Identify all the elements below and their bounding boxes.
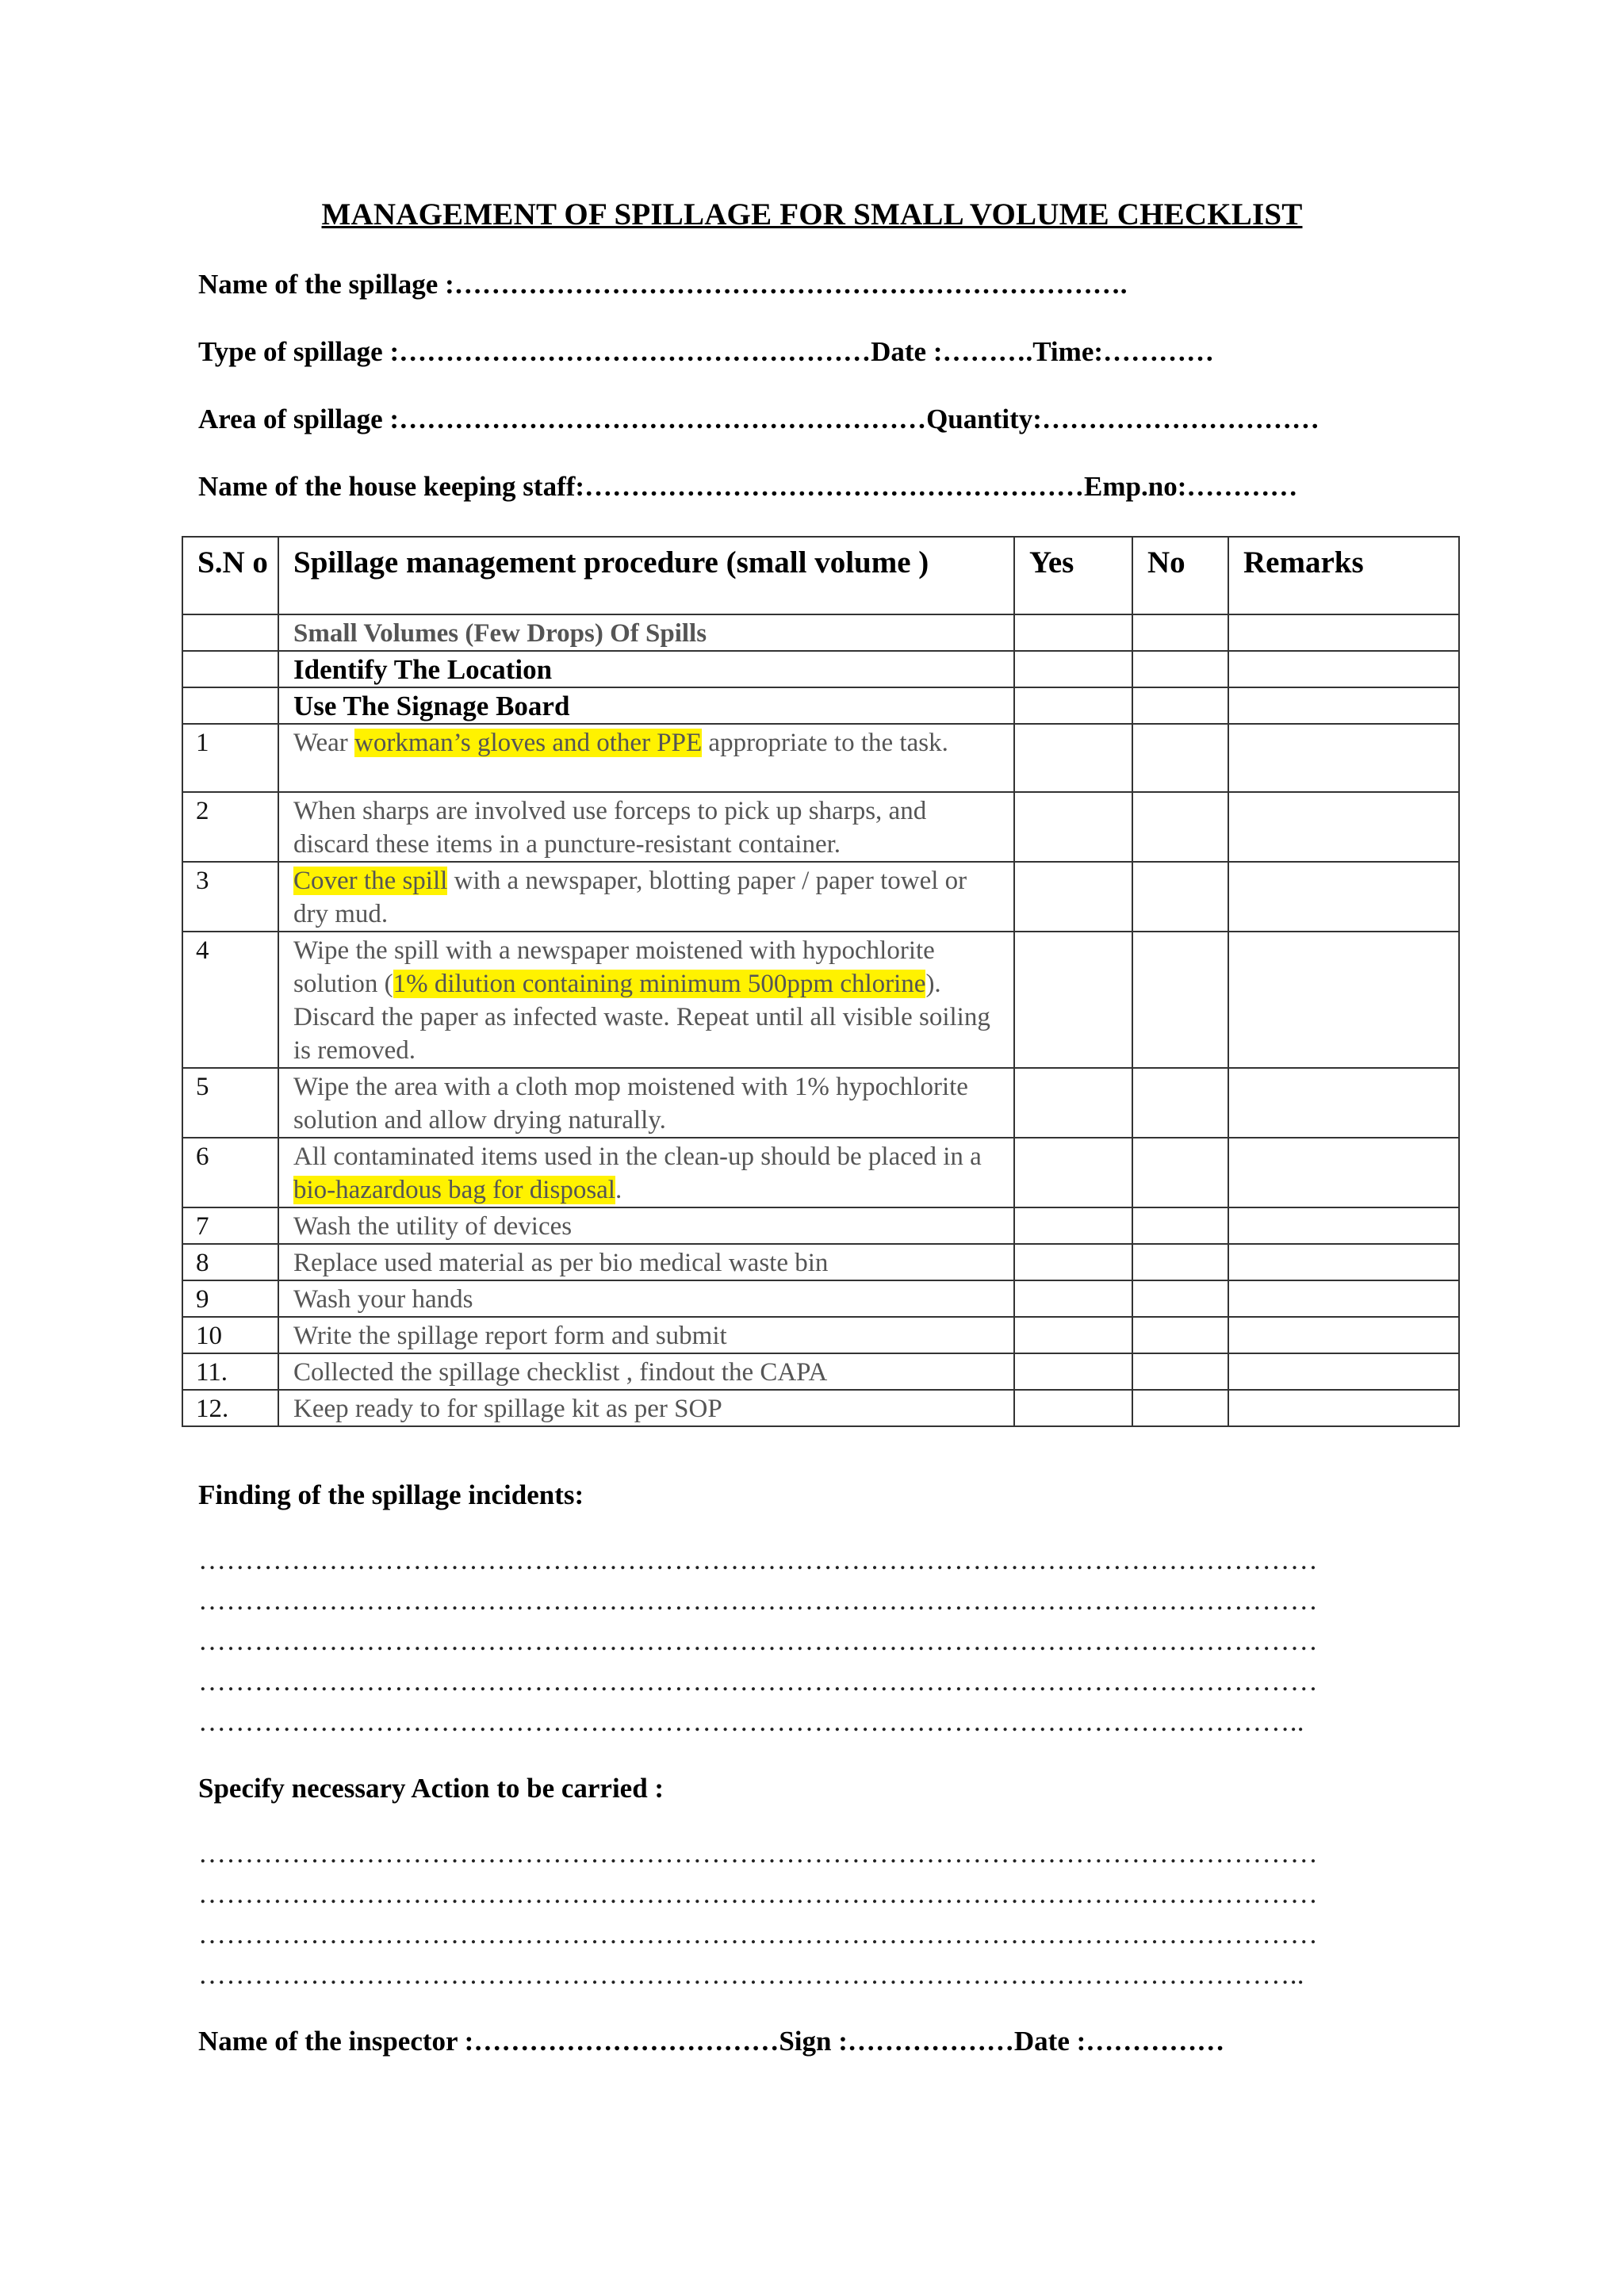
no-cell[interactable]	[1132, 687, 1228, 724]
row-number: 9	[182, 1280, 278, 1317]
step-text: Wear	[293, 729, 355, 757]
spillage-area-quantity-field[interactable]: Area of spillage :…………………………………………………Quantity:…………………………	[198, 404, 1320, 434]
yes-cell[interactable]	[1014, 651, 1132, 687]
inspector-sign-date-field[interactable]: Name of the inspector :……………………………Sign :………………Date :……………	[198, 2026, 1225, 2057]
housekeeping-staff-field[interactable]: Name of the house keeping staff:………………………………………………Emp.no:…………	[198, 471, 1298, 502]
no-cell[interactable]	[1132, 1244, 1228, 1280]
subheading-row	[182, 687, 1459, 724]
procedure-step	[278, 792, 1014, 862]
yes-cell[interactable]	[1014, 1317, 1132, 1353]
no-cell[interactable]	[1132, 932, 1228, 1068]
dotted-line[interactable]: …………………………………………………………………………………………………………	[198, 1585, 1318, 1616]
table-row	[182, 724, 1459, 792]
step-text: Wash the utility of devices	[293, 1212, 573, 1241]
yes-cell[interactable]	[1014, 614, 1132, 651]
findings-label: Finding of the spillage incidents:	[198, 1479, 584, 1510]
procedure-step	[278, 1138, 1014, 1207]
remarks-cell[interactable]	[1228, 614, 1459, 651]
remarks-cell[interactable]	[1228, 1317, 1459, 1353]
no-cell[interactable]	[1132, 1390, 1228, 1426]
yes-cell[interactable]	[1014, 724, 1132, 792]
no-cell[interactable]	[1132, 862, 1228, 932]
table-row	[182, 1280, 1459, 1317]
highlighted-text: 1% dilution containing minimum 500ppm chlorine	[393, 970, 926, 998]
row-number: 12.	[182, 1390, 278, 1426]
dotted-line[interactable]: …………………………………………………………………………………………………………	[198, 1625, 1318, 1656]
no-cell[interactable]	[1132, 1207, 1228, 1244]
table-row	[182, 1317, 1459, 1353]
step-text: Collected the spillage checklist , findout the CAPA	[293, 1358, 828, 1387]
procedure-step	[278, 1280, 1014, 1317]
subheading-signage-board: Use The Signage Board	[278, 687, 1014, 724]
remarks-cell[interactable]	[1228, 1244, 1459, 1280]
no-cell[interactable]	[1132, 1280, 1228, 1317]
dotted-line[interactable]: …………………………………………………………………………………………………………	[198, 1878, 1318, 1909]
highlighted-text: Cover the spill	[293, 867, 448, 895]
yes-cell[interactable]	[1014, 1353, 1132, 1390]
checklist-table	[182, 536, 1460, 1427]
dotted-line[interactable]: …………………………………………………………………………………………………………	[198, 1919, 1318, 1950]
no-cell[interactable]	[1132, 1138, 1228, 1207]
remarks-cell[interactable]	[1228, 1280, 1459, 1317]
table-row	[182, 1138, 1459, 1207]
empty-cell	[182, 651, 278, 687]
row-number: 5	[182, 1068, 278, 1138]
yes-cell[interactable]	[1014, 1138, 1132, 1207]
step-text: Wash your hands	[293, 1285, 473, 1314]
subheading-identify-location: Identify The Location	[278, 651, 1014, 687]
header-sno: S.N o	[182, 537, 278, 614]
header-no: No	[1132, 537, 1228, 614]
yes-cell[interactable]	[1014, 687, 1132, 724]
remarks-cell[interactable]	[1228, 1068, 1459, 1138]
subheading-row	[182, 651, 1459, 687]
row-number: 11.	[182, 1353, 278, 1390]
procedure-step	[278, 1390, 1014, 1426]
table-row	[182, 862, 1459, 932]
procedure-step	[278, 1353, 1014, 1390]
row-number: 2	[182, 792, 278, 862]
step-text: Replace used material as per bio medical waste bin	[293, 1249, 829, 1277]
yes-cell[interactable]	[1014, 862, 1132, 932]
row-number: 3	[182, 862, 278, 932]
table-row	[182, 1244, 1459, 1280]
table-row	[182, 932, 1459, 1068]
dotted-line[interactable]: …………………………………………………………………………………………………………	[198, 1838, 1318, 1869]
row-number: 8	[182, 1244, 278, 1280]
remarks-cell[interactable]	[1228, 1353, 1459, 1390]
remarks-cell[interactable]	[1228, 1138, 1459, 1207]
remarks-cell[interactable]	[1228, 651, 1459, 687]
no-cell[interactable]	[1132, 614, 1228, 651]
table-row	[182, 792, 1459, 862]
table-row	[182, 1390, 1459, 1426]
row-number: 7	[182, 1207, 278, 1244]
no-cell[interactable]	[1132, 1068, 1228, 1138]
header-procedure: Spillage management procedure (small volume )	[278, 537, 1014, 614]
dotted-line[interactable]: …………………………………………………………………………………………………………	[198, 1544, 1318, 1575]
table-row	[182, 1068, 1459, 1138]
empty-cell	[182, 687, 278, 724]
step-text: .	[615, 1176, 622, 1204]
spillage-name-field[interactable]: Name of the spillage :……………………………………………………………….	[198, 269, 1128, 300]
yes-cell[interactable]	[1014, 1390, 1132, 1426]
dotted-line[interactable]: …………………………………………………………………………………………………………	[198, 1666, 1318, 1697]
no-cell[interactable]	[1132, 651, 1228, 687]
step-text: Wipe the spill with a newspaper moistened with hypochlorite solution (	[293, 936, 935, 998]
no-cell[interactable]	[1132, 1317, 1228, 1353]
step-text: Wipe the area with a cloth mop moistened with 1% hypochlorite solution and allow drying naturally.	[293, 1073, 968, 1135]
yes-cell[interactable]	[1014, 1280, 1132, 1317]
highlighted-text: workman’s gloves and other PPE	[354, 729, 703, 757]
page-title: MANAGEMENT OF SPILLAGE FOR SMALL VOLUME CHECKLIST	[321, 197, 1303, 232]
header-yes: Yes	[1014, 537, 1132, 614]
no-cell[interactable]	[1132, 724, 1228, 792]
row-number: 6	[182, 1138, 278, 1207]
procedure-step	[278, 932, 1014, 1068]
procedure-step	[278, 1244, 1014, 1280]
remarks-cell[interactable]	[1228, 932, 1459, 1068]
yes-cell[interactable]	[1014, 1244, 1132, 1280]
step-text: When sharps are involved use forceps to pick up sharps, and discard these items in a puncture-resistant container.	[293, 797, 927, 859]
step-text: with a newspaper, blotting paper / paper towel or dry mud.	[293, 867, 967, 928]
findings-lines[interactable]	[198, 1540, 1318, 1742]
step-text: All contaminated items used in the clean-up should be placed in a	[293, 1142, 982, 1171]
row-number: 4	[182, 932, 278, 1068]
yes-cell[interactable]	[1014, 932, 1132, 1068]
highlighted-text: bio-hazardous bag for disposal	[293, 1176, 615, 1204]
yes-cell[interactable]	[1014, 792, 1132, 862]
spillage-type-date-time-field[interactable]: Type of spillage :……………………………………………Date :……….Time:…………	[198, 336, 1215, 367]
remarks-cell[interactable]	[1228, 1390, 1459, 1426]
step-text: ). Discard the paper as infected waste. Repeat until all visible soiling is removed.	[293, 970, 990, 1065]
header-remarks: Remarks	[1228, 537, 1459, 614]
dotted-line[interactable]: ………………………………………………………………………………………………………..	[198, 1706, 1304, 1737]
subheading-row	[182, 614, 1459, 651]
remarks-cell[interactable]	[1228, 687, 1459, 724]
procedure-step	[278, 1068, 1014, 1138]
row-number: 1	[182, 724, 278, 792]
row-number: 10	[182, 1317, 278, 1353]
procedure-step	[278, 1207, 1014, 1244]
table-header-row	[182, 537, 1459, 614]
procedure-step	[278, 1317, 1014, 1353]
remarks-cell[interactable]	[1228, 862, 1459, 932]
yes-cell[interactable]	[1014, 1207, 1132, 1244]
no-cell[interactable]	[1132, 1353, 1228, 1390]
action-lines[interactable]	[198, 1833, 1318, 1995]
step-text: appropriate to the task.	[702, 729, 948, 757]
table-row	[182, 1353, 1459, 1390]
step-text: Keep ready to for spillage kit as per SOP	[293, 1395, 722, 1423]
empty-cell	[182, 614, 278, 651]
no-cell[interactable]	[1132, 792, 1228, 862]
subheading-small-volumes: Small Volumes (Few Drops) Of Spills	[278, 614, 1014, 651]
remarks-cell[interactable]	[1228, 792, 1459, 862]
table-row	[182, 1207, 1459, 1244]
procedure-step	[278, 724, 1014, 792]
dotted-line[interactable]: ………………………………………………………………………………………………………..	[198, 1959, 1304, 1990]
action-label: Specify necessary Action to be carried :	[198, 1773, 665, 1804]
remarks-cell[interactable]	[1228, 724, 1459, 792]
remarks-cell[interactable]	[1228, 1207, 1459, 1244]
yes-cell[interactable]	[1014, 1068, 1132, 1138]
procedure-step	[278, 862, 1014, 932]
step-text: Write the spillage report form and submit	[293, 1322, 727, 1350]
